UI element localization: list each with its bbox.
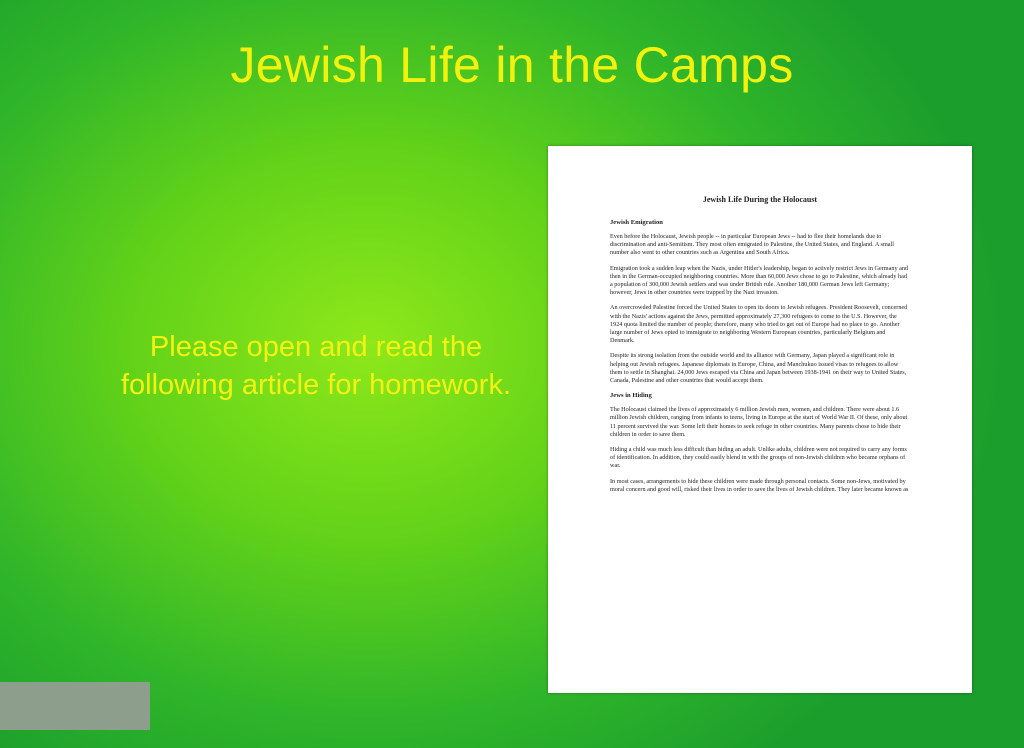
article-content bbox=[610, 195, 910, 501]
section-heading-hiding: Jews in Hiding bbox=[610, 392, 652, 400]
article-paragraph: An overcrowded Palestine forced the United States to open its doors to Jewish refugees. President Roosevelt, concerned with the Nazis' actions against the Jews, permitted approximately 27,300 refugees to come to the U.S. However, the 1924 quota limited the number of people; therefore, many who tried to get out of Europe had no place to go. Another large number of Jews opted to immigrate to neighboring Western European countries, particularly Belgium and Denmark. bbox=[610, 304, 908, 345]
article-paragraph: Even before the Holocaust, Jewish people -- in particular European Jews -- had to flee their homelands due to discrimination and anti-Semitism. They most often emigrated to Palestine, the United States, and England. A small number also went to other countries such as Argentina and South Africa. bbox=[610, 233, 894, 257]
article-paragraph: In most cases, arrangements to hide these children were made through personal contacts. Some non-Jews, motivated by moral concern and good will, risked their lives in order to save the lives of Jewish children. They later became known as bbox=[610, 477, 909, 493]
article-paragraph: The Holocaust claimed the lives of approximately 6 million Jewish men, women, and children. There were about 1.6 million Jewish children, ranging from infants to teens, living in Europe at the start of World War II. Of these, only about 11 percent survived the war. Some left their homes to seek refuge in other countries. Many parents chose to hide their children in order to save them. bbox=[610, 406, 908, 438]
article-paragraph: Emigration took a sudden leap when the Nazis, under Hitler's leadership, began to actively restrict Jews in Germany and then in the German-occupied neighboring countries. More than 60,000 Jews chose to go to Palestine, which already had a population of 300,000 Jewish settlers and was under British rule. Another 180,000 German Jews left Germany; however, Jews in other countries were trapped by the Nazi invasion. bbox=[610, 264, 909, 297]
article-paragraph: Despite its strong isolation from the outside world and its alliance with Germany, Japan played a significant role in helping out Jewish refugees. Japanese diplomats in Europe, China, and Manchukuo issued visas to refugees to allow them to settle in Shanghai. 24,000 Jews escaped via China and Japan between 1938-1941 on their way to United States, Canada, Palestine and other countries that would accept them. bbox=[610, 352, 907, 385]
article-document-preview[interactable] bbox=[548, 146, 972, 693]
article-title: Jewish Life During the Holocaust bbox=[702, 195, 818, 204]
article-paragraph: Hiding a child was much less difficult than hiding an adult. Unlike adults, children were not required to carry any forms of identification. In addition, they could easily blend in with the groups of non-Jewish children who became orphans of war. bbox=[610, 446, 907, 470]
homework-instruction-text: Please open and read the following article for homework. bbox=[120, 331, 512, 401]
slide-title: Jewish Life in the Camps bbox=[230, 37, 794, 93]
section-heading-emigration: Jewish Emigration bbox=[610, 219, 663, 226]
corner-overlay-box bbox=[0, 682, 150, 730]
